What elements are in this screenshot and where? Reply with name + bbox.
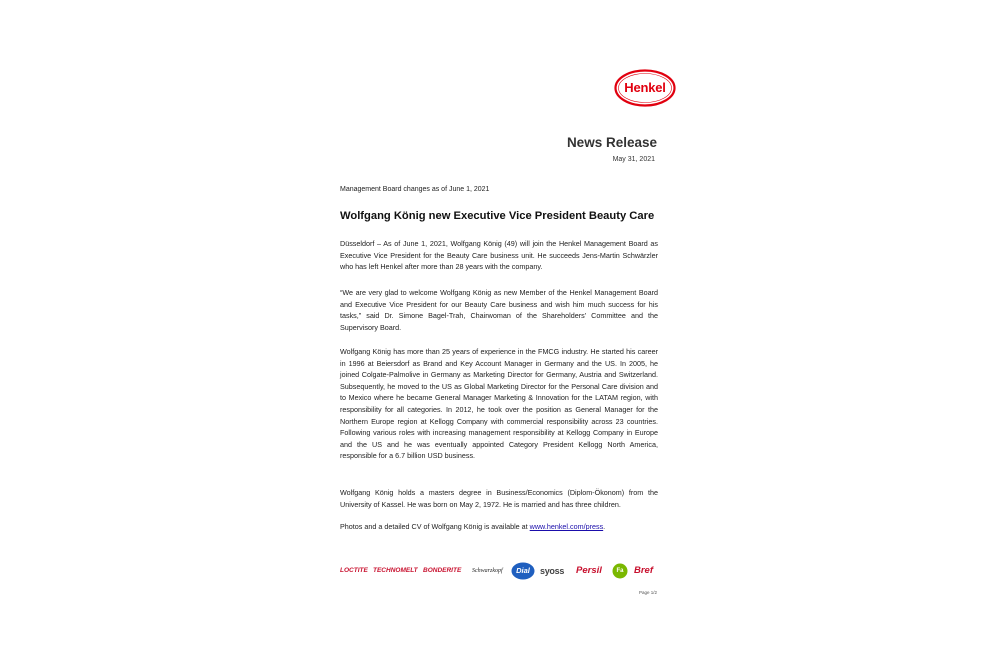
technomelt-logo: TECHNOMELT [373,567,418,574]
closing-end: . [603,522,606,531]
dial-logo-text: Dial [516,566,530,575]
bonderite-logo: BONDERITE [423,567,462,574]
paragraph-career: Wolfgang König has more than 25 years of experience in the FMCG industry. He started his career in 1996 at Beiersdorf as Brand and Key Account Manager in Germany and the US. In 2005, he joined Colgate-Palmolive in Germany as Marketing Director for Germany, Austria and Switzerland. Subsequently, he moved to the US as Global Marketing Director for the Personal Care division and to Mexico where he became General Manager Marketing & Innovation for the LATAM region, with responsibility for all categories. In 2012, he took over the position as General Manager for the Northern Europe region at Kellogg Company with commercial responsibility across 23 countries. Following various roles with increasing management responsibility at Kellogg Company in Europe and the US and he was eventually appointed Category President Kellogg North America, responsible for a 6.7 billion USD business. [340,347,658,461]
loctite-logo: LOCTITE [340,567,368,574]
page-number: Page 1/2 [638,590,657,595]
subheading: Management Board changes as of June 1, 2021 [340,186,490,193]
schwarzkopf-logo: Schwarzkopf [472,568,503,574]
henkel-logo [614,69,676,107]
press-link[interactable]: www.henkel.com/press [529,522,604,531]
bref-logo: Bref [634,565,654,576]
paragraph-closing [340,521,658,533]
henkel-logo-text: Henkel [624,80,666,95]
brand-logo-strip [340,562,658,580]
paragraph-quote: “We are very glad to welcome Wolfgang König as new Member of the Henkel Management Board and Executive Vice President for our Beauty Care business and wish him much success for his tasks,” said Dr. Simone Bagel-Trah, Chairwoman of the Shareholders’ Committee and the Supervisory Board. [340,288,658,332]
headline: Wolfgang König new Executive Vice President Beauty Care [340,210,655,222]
fa-logo-text: Fa [616,568,624,574]
closing-text: Photos and a detailed CV of Wolfgang König is available at [340,522,530,531]
news-release-title: News Release [566,135,657,150]
release-date: May 31, 2021 [612,156,655,163]
paragraph-education: Wolfgang König holds a masters degree in Business/Economics (Diplom-Ökonom) from the University of Kassel. He was born on May 2, 1972. He is married and has three children. [340,488,658,509]
syoss-logo: syoss [540,566,565,576]
paragraph-intro: Düsseldorf – As of June 1, 2021, Wolfgang König (49) will join the Henkel Management Board as Executive Vice President for the Beauty Care business unit. He succeeds Jens-Martin Schwärzler who has left Henkel after more than 28 years with the company. [340,239,658,272]
persil-logo: Persil [576,565,602,576]
fa-logo [612,562,628,580]
dial-logo [511,562,535,580]
